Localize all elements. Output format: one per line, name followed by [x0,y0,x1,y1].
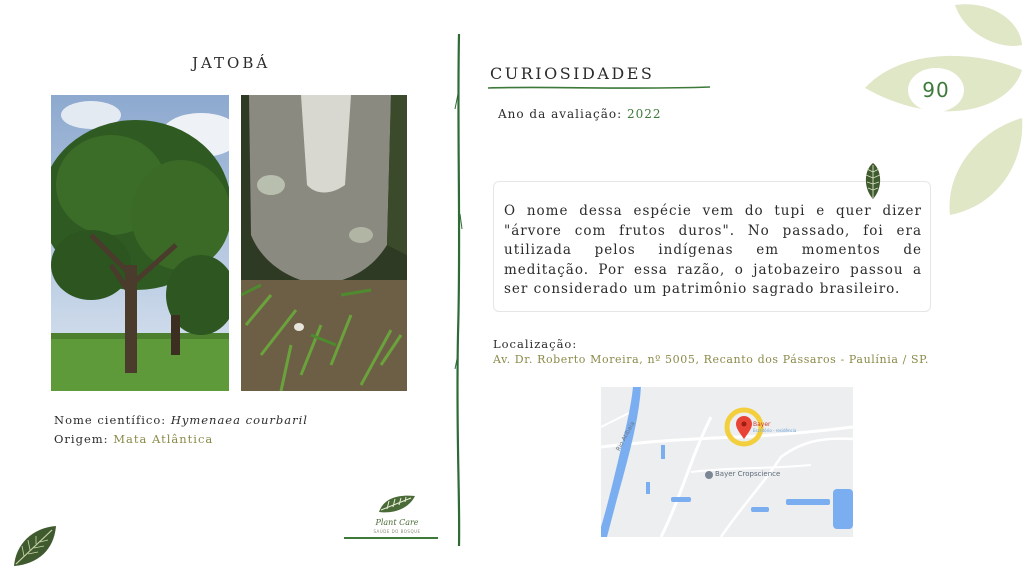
map-place-label: Bayer Cropscience [715,470,781,478]
location-address: Av. Dr. Roberto Moreira, nº 5005, Recanto dos Pássaros - Paulínia / SP. [493,353,929,366]
origin-line [54,432,213,446]
species-title: JATOBÁ [192,54,271,72]
title-underline [488,85,712,91]
page-number: 90 [922,78,950,102]
evaluation-year-label: Ano da avaliação: [498,107,623,121]
map-pin-sublabel: Escritório - residência [753,428,797,433]
section-title: CURIOSIDADES [490,64,655,83]
vertical-divider [452,34,466,546]
map-pin-label: Bayer [753,421,771,428]
origin-label: Origem: [54,432,109,446]
curiosity-text: O nome dessa espécie vem do tupi e quer dizer "árvore com frutos duros". No passado, foi era utilizada pelos indígenas em momentos de meditação. Por essa razão, o jatobazeiro passou a ser considerado um patrimônio sagrado brasileiro. [504,203,922,297]
location-map[interactable] [601,387,853,537]
plant-care-logo-icon [375,492,419,516]
trunk-photo [241,95,407,391]
plant-care-logo-tagline: SAÚDE DO BOSQUE [373,529,421,534]
map-road-label: Rio Atibaia [615,420,637,453]
leaf-icon-card [862,162,884,200]
evaluation-year-value: 2022 [626,107,662,121]
tree-photo [51,95,229,391]
origin-value: Mata Atlântica [113,432,214,446]
curiosity-card [493,181,931,312]
scientific-name-value: Hymenaea courbaril [170,413,308,427]
logo-underline [344,537,438,539]
plant-care-logo-name: Plant Care [375,518,419,527]
evaluation-year-line [498,107,662,121]
scientific-name-label: Nome científico: [54,413,167,427]
scientific-name-line [54,413,308,427]
leaf-icon-bottom-left [10,522,60,570]
location-label: Localização: [493,337,578,351]
